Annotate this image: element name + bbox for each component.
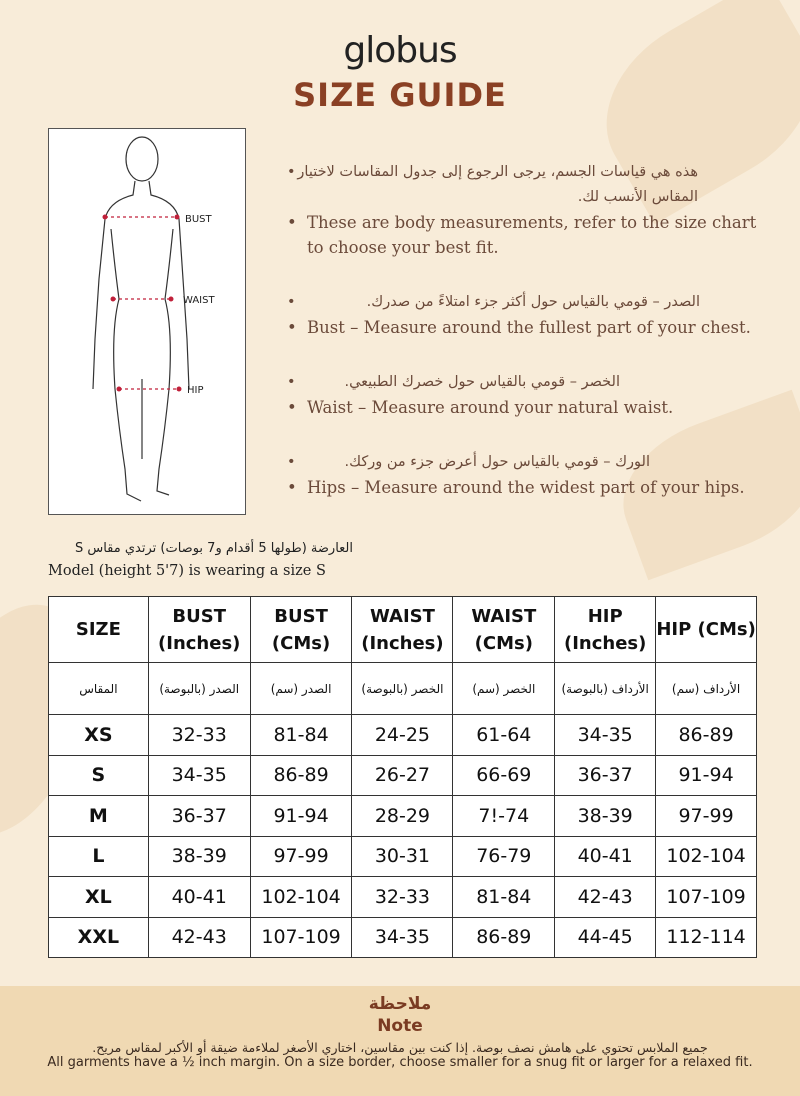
table-cell: 36-37 (148, 796, 250, 837)
table-cell: WAIST (CMs) (453, 597, 555, 663)
note-text-en: All garments have a ½ inch margin. On a size border, choose smaller for a snug fit or larger for a relaxed fit. (47, 1055, 753, 1070)
bust-label: BUST (185, 214, 212, 225)
table-cell: 38-39 (555, 796, 656, 837)
table-cell: S (49, 755, 149, 796)
table-cell: 7!-74 (453, 796, 555, 837)
model-info (48, 538, 353, 582)
table-row (49, 715, 757, 756)
model-info-ar: العارضة (طولها 5 أقدام و7 بوصات) ترتدي مقاس S (74, 541, 353, 556)
instruction-ar: • الورك – قومي بالقياس حول أعرض جزء من وركك. (285, 450, 650, 475)
table-cell: 76-79 (453, 836, 555, 877)
table-cell: HIP (Inches) (555, 597, 656, 663)
instruction-en: • Bust – Measure around the fullest part of your chest. (285, 315, 765, 340)
instruction-en: • Waist – Measure around your natural waist. (285, 395, 765, 420)
table-cell: 40-41 (555, 836, 656, 877)
table-cell: 97-99 (656, 796, 757, 837)
instruction-bust (285, 290, 765, 340)
table-cell: 42-43 (555, 877, 656, 918)
table-cell: 36-37 (555, 755, 656, 796)
instructions-list (285, 160, 765, 530)
table-cell: الأرداف (سم) (656, 663, 757, 715)
table-cell: 30-31 (352, 836, 453, 877)
table-cell: SIZE (49, 597, 149, 663)
table-row (49, 796, 757, 837)
table-cell: 81-84 (250, 715, 352, 756)
hip-label: HIP (187, 385, 204, 396)
table-cell: 97-99 (250, 836, 352, 877)
table-cell: 86-89 (656, 715, 757, 756)
instruction-hips (285, 450, 765, 500)
note-section (0, 986, 800, 1096)
table-cell: L (49, 836, 149, 877)
size-table (48, 596, 757, 958)
table-cell: 107-109 (656, 877, 757, 918)
brand-logo: globus (343, 30, 457, 71)
waist-label: WAIST (183, 295, 215, 306)
table-cell: 34-35 (555, 715, 656, 756)
table-cell: 107-109 (250, 917, 352, 958)
table-cell: 32-33 (148, 715, 250, 756)
table-cell: 112-114 (656, 917, 757, 958)
table-cell: 61-64 (453, 715, 555, 756)
table-cell: الأرداف (بالبوصة) (555, 663, 656, 715)
table-cell: المقاس (49, 663, 149, 715)
table-cell: 81-84 (453, 877, 555, 918)
note-title-en: Note (377, 1016, 423, 1036)
instruction-en: • These are body measurements, refer to the size chart to choose your best fit. (285, 210, 765, 260)
table-cell: 44-45 (555, 917, 656, 958)
instruction-waist (285, 370, 765, 420)
table-cell: BUST (Inches) (148, 597, 250, 663)
table-cell: XXL (49, 917, 149, 958)
table-cell: الصدر (سم) (250, 663, 352, 715)
table-cell: 40-41 (148, 877, 250, 918)
instruction-ar: • الصدر – قومي بالقياس حول أكثر جزء امتلاءً من صدرك. (285, 290, 700, 315)
table-cell: 102-104 (250, 877, 352, 918)
table-cell: الخصر (بالبوصة) (352, 663, 453, 715)
instruction-ar: • الخصر – قومي بالقياس حول خصرك الطبيعي. (285, 370, 620, 395)
table-cell: M (49, 796, 149, 837)
page-title: SIZE GUIDE (293, 76, 507, 114)
table-cell: الصدر (بالبوصة) (148, 663, 250, 715)
table-cell: 34-35 (352, 917, 453, 958)
table-row (49, 917, 757, 958)
note-text-ar: جميع الملابس تحتوي على هامش نصف بوصة. إذا كنت بين مقاسين، اختاري الأصغر لملاءمة ضيقة أو الأكبر لمقاس مريح. (92, 1040, 708, 1055)
table-cell: 26-27 (352, 755, 453, 796)
instruction-ar: • هذه هي قياسات الجسم، يرجى الرجوع إلى جدول المقاسات لاختيار المقاس الأنسب لك. (285, 160, 720, 210)
table-cell: 34-35 (148, 755, 250, 796)
table-row (49, 836, 757, 877)
table-cell: XS (49, 715, 149, 756)
table-cell: 102-104 (656, 836, 757, 877)
table-row (49, 877, 757, 918)
table-cell: BUST (CMs) (250, 597, 352, 663)
table-cell: 91-94 (250, 796, 352, 837)
instruction-general (285, 160, 765, 260)
table-cell: الخصر (سم) (453, 663, 555, 715)
table-cell: 91-94 (656, 755, 757, 796)
table-cell: XL (49, 877, 149, 918)
table-cell: HIP (CMs) (656, 597, 757, 663)
note-title-ar: ملاحظة (368, 994, 432, 1014)
table-cell: 86-89 (453, 917, 555, 958)
table-cell: WAIST (Inches) (352, 597, 453, 663)
table-cell: 86-89 (250, 755, 352, 796)
table-cell: 42-43 (148, 917, 250, 958)
table-cell: 28-29 (352, 796, 453, 837)
table-cell: 66-69 (453, 755, 555, 796)
table-cell: 32-33 (352, 877, 453, 918)
model-info-en: Model (height 5'7) is wearing a size S (48, 563, 326, 579)
instruction-en: • Hips – Measure around the widest part of your hips. (285, 475, 765, 500)
table-cell: 24-25 (352, 715, 453, 756)
table-row (49, 755, 757, 796)
body-measurement-figure (48, 128, 246, 515)
table-header-row (49, 597, 757, 663)
table-header-row-ar (49, 663, 757, 715)
body-silhouette-icon (49, 129, 247, 516)
table-cell: 38-39 (148, 836, 250, 877)
